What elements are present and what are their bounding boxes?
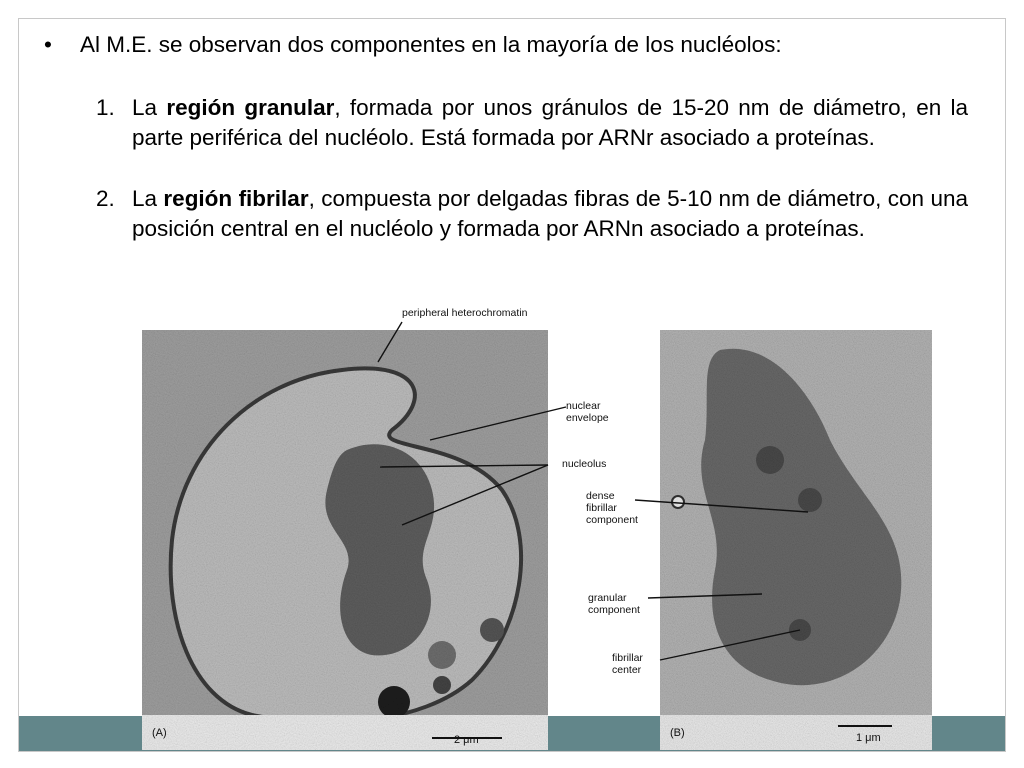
- leader-granular: [648, 594, 762, 598]
- item-number: 2.: [96, 186, 115, 211]
- leader-dense-fibrillar: [635, 500, 808, 512]
- label-fibrillar-center: fibrillar center: [612, 652, 643, 676]
- leader-fibrillar-center: [660, 630, 800, 660]
- item-lead: La: [132, 95, 167, 120]
- label-peripheral-heterochromatin: peripheral heterochromatin: [402, 307, 528, 319]
- intro-text: Al M.E. se observan dos componentes en la mayoría de los nucléolos:: [80, 32, 782, 57]
- label-dense-fibrillar-component: dense fibrillar component: [586, 490, 638, 526]
- bullet-mark: •: [44, 32, 52, 57]
- panel-a-scale: 2 μm: [454, 734, 479, 746]
- item-rest: , formada por unos gránulos de 15-20 nm de diámetro, en la parte periférica del nucléolo. Está formada por ARNr asociado a proteínas.: [132, 95, 969, 150]
- panel-a-letter: (A): [152, 727, 167, 739]
- leader-nucleolus-2: [402, 465, 548, 525]
- label-nucleolus: nucleolus: [562, 458, 607, 470]
- panel-b-letter: (B): [670, 727, 685, 739]
- leader-peripheral-heterochromatin: [378, 322, 402, 362]
- item-lead: La: [132, 186, 164, 211]
- panel-b-scale: 1 μm: [856, 732, 881, 744]
- item-number: 1.: [96, 95, 115, 120]
- leader-nuclear-envelope: [430, 407, 566, 440]
- leader-nucleolus-1: [380, 465, 548, 467]
- label-granular-component: granular component: [588, 592, 640, 616]
- item-term: región fibrilar: [163, 186, 309, 211]
- item-term: región granular: [166, 95, 335, 120]
- item-rest: , compuesta por delgadas fibras de 5-10 nm de diámetro, con una posición central en el nucléolo y formada por ARNn asociado a proteínas.: [132, 186, 968, 241]
- label-nuclear-envelope: nuclear envelope: [566, 400, 609, 424]
